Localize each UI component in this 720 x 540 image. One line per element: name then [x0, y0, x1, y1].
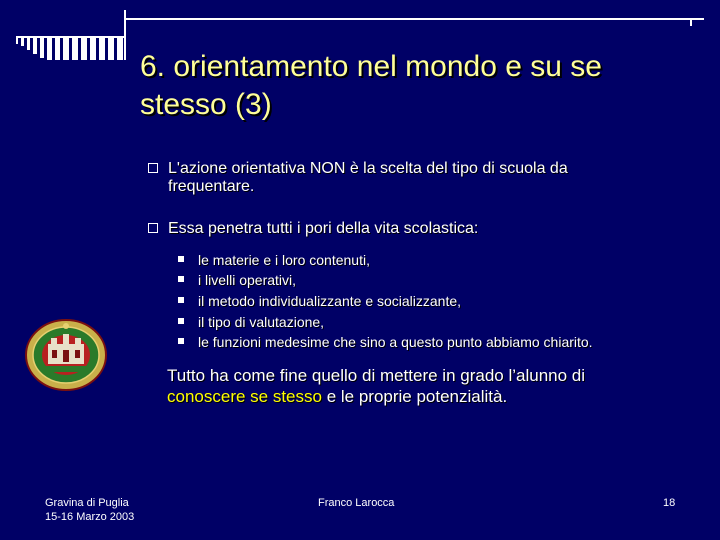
footer-left [45, 496, 134, 524]
filled-square-bullet-icon [178, 338, 184, 344]
conclusion-text [167, 365, 687, 407]
sub-bullet-4 [178, 313, 698, 331]
filled-square-bullet-icon [178, 297, 184, 303]
sub-bullet-text: le materie e i loro contenuti, [198, 252, 370, 268]
bullet-1-line-2: frequentare. [168, 178, 255, 195]
conclusion-rest: e le proprie potenzialità. [321, 387, 508, 406]
sub-bullet-text: i livelli operativi, [198, 272, 297, 288]
slide-title [140, 48, 700, 124]
city-emblem-icon [24, 318, 108, 392]
filled-square-bullet-icon [178, 318, 184, 324]
filled-square-bullet-icon [178, 256, 184, 262]
sub-bullet-5 [178, 333, 698, 351]
hollow-square-bullet-icon [148, 223, 158, 233]
bullet-1 [148, 160, 688, 196]
conclusion-emphasis: conoscere se stesso [167, 387, 322, 406]
sub-bullet-text: le funzioni medesime che sino a questo punto abbiamo chiarito. [198, 334, 593, 350]
sub-bullet-1 [178, 251, 698, 269]
bullet-2 [148, 220, 688, 238]
hollow-square-bullet-icon [148, 163, 158, 173]
slide-title-line-2: stesso (3) [140, 88, 272, 121]
footer-place: Gravina di Puglia [45, 497, 129, 509]
conclusion-line-1: Tutto ha come fine quello di mettere in grado l’alunno di [167, 366, 586, 385]
sub-bullet-3 [178, 292, 698, 310]
sub-bullet-text: il tipo di valutazione, [198, 314, 325, 330]
bullet-2-text: Essa penetra tutti i pori della vita scolastica: [168, 220, 479, 237]
filled-square-bullet-icon [178, 276, 184, 282]
sub-bullet-2 [178, 271, 698, 289]
sub-bullet-text: il metodo individualizzante e socializzante, [198, 293, 462, 309]
footer-date: 15-16 Marzo 2003 [45, 511, 135, 523]
slide-title-line-1: 6. orientamento nel mondo e su se [140, 50, 602, 83]
footer-author: Franco Larocca [318, 497, 395, 509]
bullet-1-line-1: L'azione orientativa NON è la scelta del tipo di scuola da [168, 160, 568, 177]
footer-page-number: 18 [663, 497, 676, 509]
